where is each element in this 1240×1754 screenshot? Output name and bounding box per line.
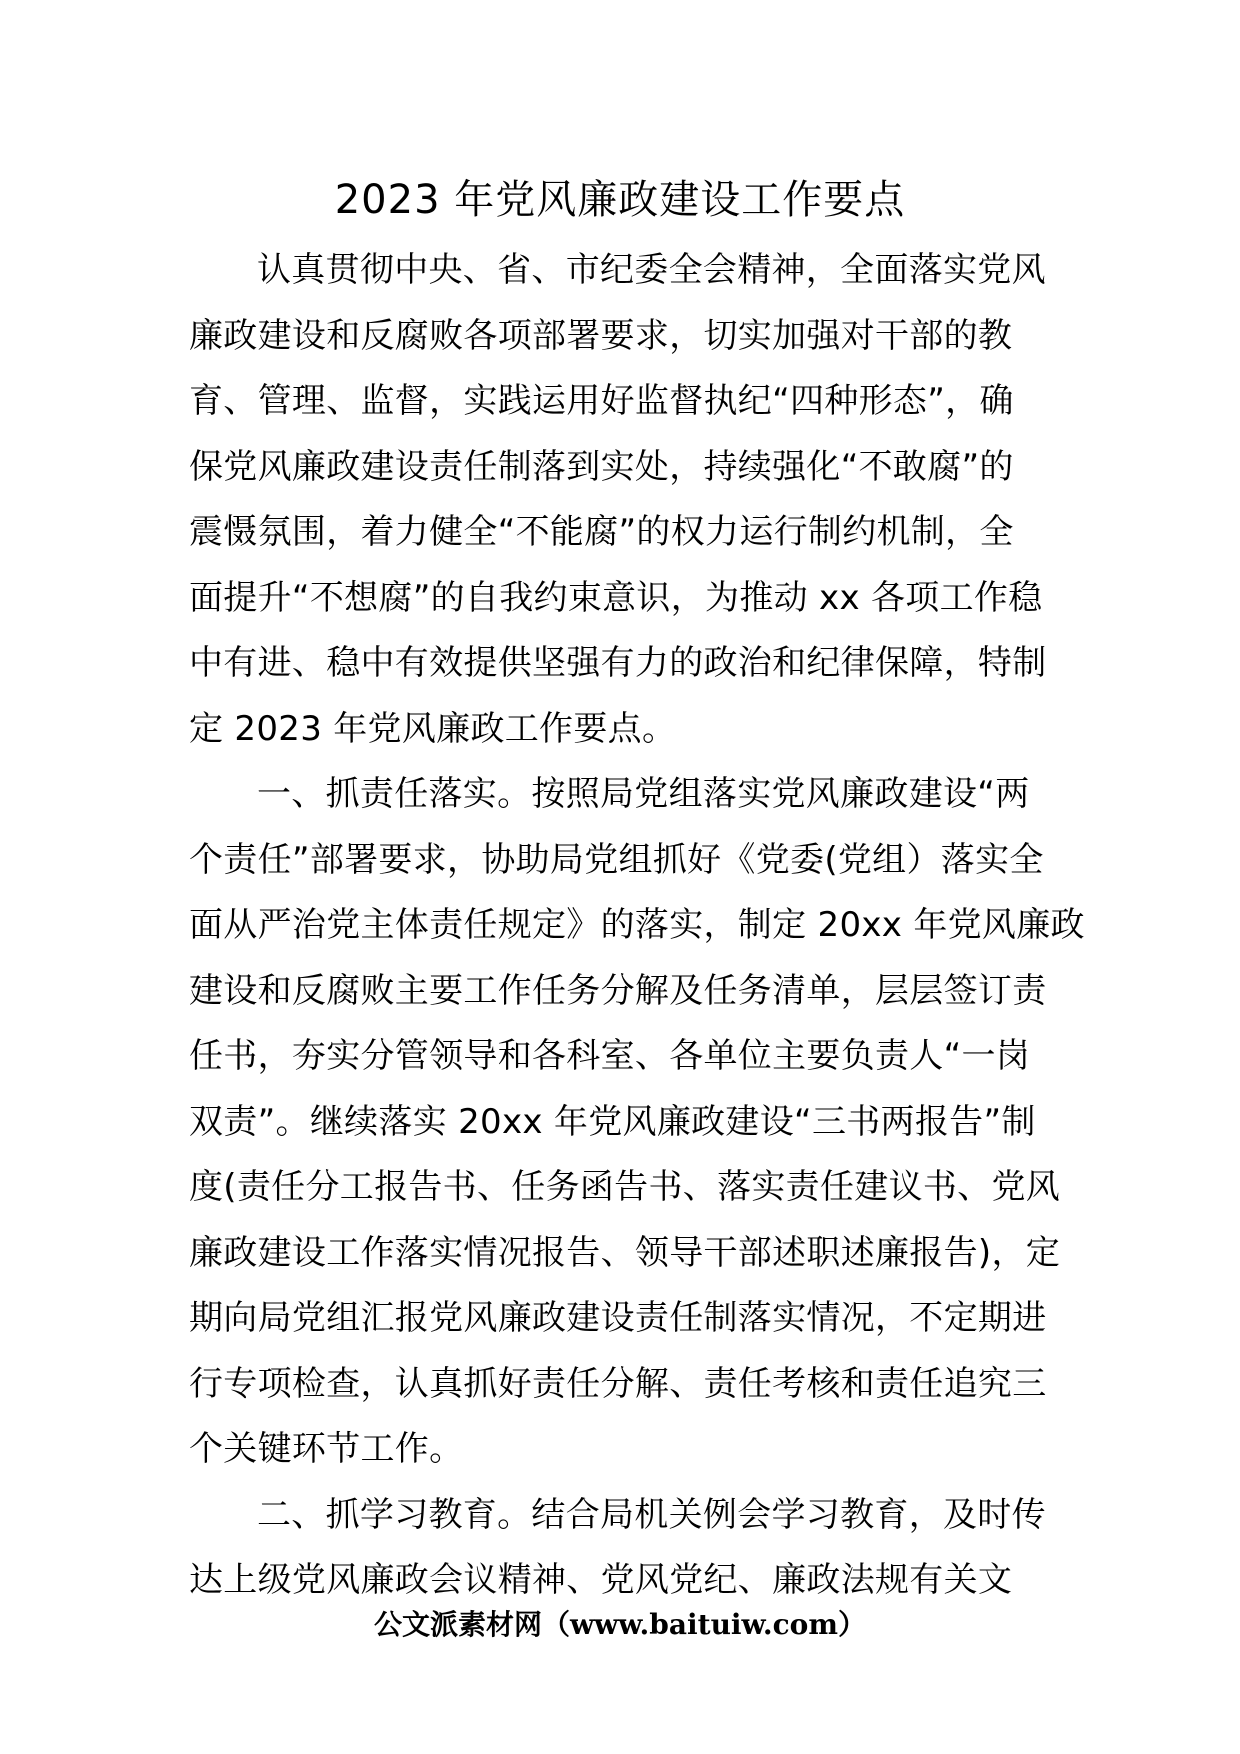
paragraph-line: 定 2023 年党风廉政工作要点。 [189, 708, 677, 749]
paragraph-line: 个责任”部署要求，协助局党组抓好《党委(党组）落实全 [189, 839, 1044, 880]
paragraph-line: 面从严治党主体责任规定》的落实，制定 20xx 年党风廉政 [189, 905, 1085, 945]
paragraph-line: 二、抓学习教育。结合局机关例会学习教育，及时传 [257, 1494, 1046, 1535]
paragraph-line: 保党风廉政建设责任制落到实处，持续强化“不敢腐”的 [189, 446, 1014, 487]
paragraph-line: 任书，夯实分管领导和各科室、各单位主要负责人“一岗 [189, 1036, 1031, 1076]
paragraph-line: 震慑氛围，着力健全“不能腐”的权力运行制约机制，全 [189, 512, 1014, 552]
paragraph-line: 个关键环节工作。 [189, 1429, 464, 1469]
paragraph-line: 一、抓责任落实。按照局党组落实党风廉政建设“两 [257, 774, 1030, 814]
footer-watermark: 公文派素材网（www.baituiw.com） [374, 1608, 866, 1641]
paragraph-line: 廉政建设工作落实情况报告、领导干部述职述廉报告)，定 [189, 1232, 1061, 1273]
paragraph-line: 廉政建设和反腐败各项部署要求，切实加强对干部的教 [189, 315, 1013, 356]
paragraph-line: 建设和反腐败主要工作任务分解及任务清单，层层签订责 [189, 970, 1047, 1011]
paragraph-line: 中有进、稳中有效提供坚强有力的政治和纪律保障，特制 [189, 643, 1047, 683]
paragraph-line: 双责”。继续落实 20xx 年党风廉政建设“三书两报告”制 [189, 1101, 1036, 1142]
paragraph-line: 面提升“不想腐”的自我约束意识，为推动 xx 各项工作稳 [189, 577, 1043, 618]
paragraph-line: 行专项检查，认真抓好责任分解、责任考核和责任追究三 [189, 1363, 1047, 1404]
document-body [189, 238, 1085, 1614]
paragraph-line: 度(责任分工报告书、任务函告书、落实责任建议书、党风 [189, 1167, 1061, 1207]
paragraph-line: 认真贯彻中央、省、市纪委全会精神，全面落实党风 [257, 250, 1046, 290]
document-title: 2023 年党风廉政建设工作要点 [334, 177, 906, 223]
paragraph-line: 育、管理、监督，实践运用好监督执纪“四种形态”，确 [189, 381, 1014, 421]
paragraph-line: 期向局党组汇报党风廉政建设责任制落实情况，不定期进 [189, 1298, 1047, 1338]
paragraph-line: 达上级党风廉政会议精神、党风党纪、廉政法规有关文 [189, 1560, 1013, 1600]
